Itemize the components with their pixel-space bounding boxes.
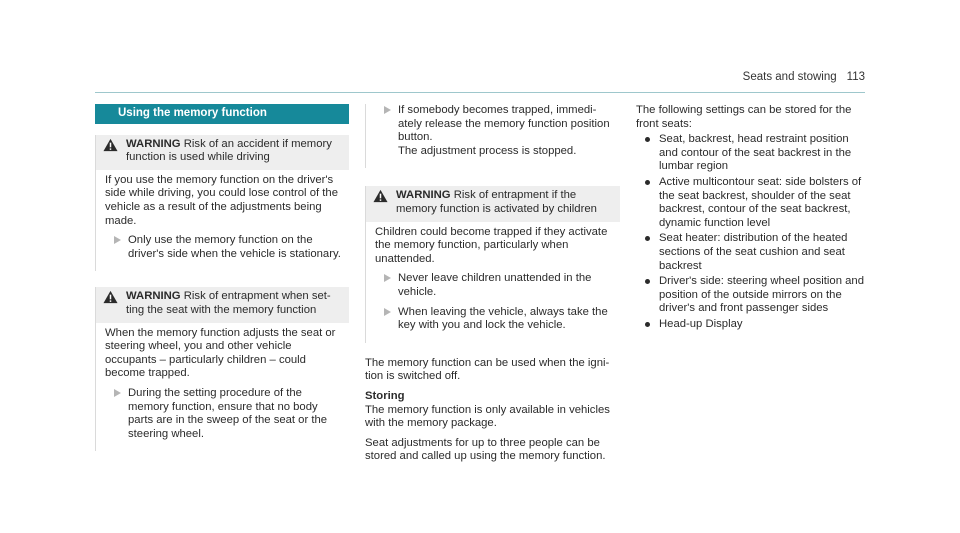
column-middle (365, 104, 620, 470)
paragraph: The memory function is only available in vehicles with the memory package. (365, 403, 610, 430)
warning-text: When the memory function adjusts the seat or steering wheel, you and other vehicle occupants – particularly children – could become trapped. (105, 326, 336, 380)
step-text: Never leave children unattended in the vehicle. (398, 272, 592, 298)
warning-triangle-icon (373, 189, 388, 203)
warning-header (96, 287, 349, 322)
step-text: When leaving the vehicle, always take the key with you and lock the vehicle. (398, 305, 608, 332)
step-text: Only use the memory function on the driver's side when the vehicle is stationary. (128, 234, 341, 260)
step-arrow-icon (114, 389, 121, 397)
step-text: If somebody becomes trapped, immediately release the memory function position button. (398, 104, 610, 144)
section-title: Using the memory function (95, 104, 349, 124)
step-result: The adjustment process is stopped. (398, 144, 577, 157)
warning-body (366, 104, 620, 168)
page-number: 113 (846, 71, 865, 83)
settings-list (636, 133, 866, 331)
warning-head-text: Risk of entrapment if the memory function is activated by children (396, 189, 597, 215)
warning-header (96, 135, 349, 170)
step-item (105, 387, 341, 441)
step-text: During the setting procedure of the memory function, ensure that no body parts are in the sweep of the seat or the steering wheel. (128, 386, 328, 440)
warning-triangle-icon (103, 138, 118, 152)
step-item (375, 306, 612, 333)
bullet-dot (645, 137, 650, 142)
bullet-dot (645, 322, 650, 327)
subheading-storing: Storing (365, 389, 405, 402)
intro-text: The following settings can be stored for the front seats: (636, 104, 852, 130)
warning-box-accident (95, 135, 349, 272)
bullet-dot (645, 180, 650, 185)
step-arrow-icon (114, 236, 121, 244)
running-header (743, 71, 865, 85)
warning-body (96, 323, 349, 452)
list-item: Active multicontour seat: side bolsters of the seat backrest, shoulder of the seat backrest, contour of the seat backrest, dynamic function level (636, 176, 866, 230)
column-left (95, 104, 349, 451)
column-right (636, 104, 866, 334)
warning-label: WARNING (126, 137, 181, 150)
list-item: Seat heater: distribution of the heated sections of the seat cushion and seat backrest (636, 232, 866, 273)
paragraph: Seat adjustments for up to three people can be stored and called up using the memory function. (365, 436, 606, 463)
bullet-dot (645, 279, 650, 284)
warning-text: If you use the memory function on the driver's side while driving, you could lose control of the vehicle as a result of the adjustments being made. (105, 173, 338, 227)
warning-header (366, 186, 620, 221)
warning-label: WARNING (126, 290, 181, 303)
warning-box-children (365, 186, 620, 342)
step-arrow-icon (384, 308, 391, 316)
warning-continuation (365, 104, 620, 168)
list-item: Seat, backrest, head restraint position and contour of the seat backrest in the lumbar region (636, 133, 866, 174)
header-title: Seats and stowing (742, 71, 837, 83)
step-arrow-icon (384, 106, 391, 114)
warning-text: Children could become trapped if they activate the memory function, particularly when unattended. (375, 225, 608, 265)
warning-label: WARNING (396, 189, 451, 202)
list-item: Driver's side: steering wheel position and position of the outside mirrors on the driver's and front passenger sides (636, 275, 866, 316)
warning-box-entrapment-setting (95, 287, 349, 451)
warning-head-text: Risk of an accident if memory function is used while driving (126, 137, 332, 164)
bullet-dot (645, 236, 650, 241)
warning-body (366, 222, 620, 343)
warning-triangle-icon (103, 290, 118, 304)
header-rule (95, 92, 865, 93)
warning-head-text: Risk of entrapment when setting the seat with the memory function (126, 290, 331, 316)
list-item: Head-up Display (636, 318, 866, 332)
paragraph: The memory function can be used when the ignition is switched off. (365, 356, 610, 383)
warning-body (96, 170, 349, 272)
step-item (375, 104, 612, 158)
step-arrow-icon (384, 274, 391, 282)
step-item (375, 272, 612, 299)
step-item (105, 234, 341, 261)
